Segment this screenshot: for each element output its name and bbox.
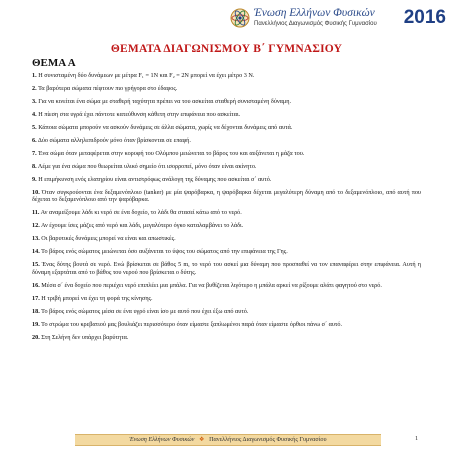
question-number: 12. — [32, 222, 40, 230]
question-item — [32, 295, 421, 303]
question-text: Τα βαρύτερα σώματα πέφτουν πιο γρήγορα στο έδαφος. — [38, 84, 178, 92]
question-number: 3. — [32, 97, 37, 105]
question-text: Το βάρος ενός σώματος μειώνεται όσο αυξάνεται το ύψος του σώματος από την επιφάνεια της Γης. — [41, 248, 288, 256]
question-text: Η πίεση στα υγρά έχει πάντοτε κατεύθυνση κάθετη στην επιφάνεια που ασκείται. — [38, 110, 241, 118]
question-item — [32, 111, 421, 119]
question-number: 20. — [32, 333, 40, 341]
question-number: 1. — [32, 72, 37, 79]
question-text: Για να κινείται ένα σώμα με σταθερή ταχύτητα πρέπει να του ασκείται σταθερή συνισταμένη δύναμη. — [38, 97, 292, 105]
question-item — [32, 150, 421, 158]
page-number: 1 — [415, 435, 419, 442]
question-text: Το στρώμα του κρεβατιού μας βουλιάζει περισσότερο όταν είμαστε ξαπλωμένοι παρά όταν είμαστε όρθιοι πάνω σ΄ αυτό. — [41, 320, 343, 328]
question-item — [32, 176, 421, 184]
question-number: 7. — [32, 149, 37, 157]
question-number: 2. — [32, 84, 37, 92]
page-footer — [75, 434, 381, 446]
question-text: Στη Σελήνη δεν υπάρχει βαρύτητα. — [41, 333, 129, 341]
question-number: 14. — [32, 248, 40, 256]
question-text: Η συνισταμένη δύο δυνάμεων με μέτρα F₁ = 1N και F₂ = 2N μπορεί να έχει μέτρο 3 N. — [38, 72, 255, 79]
question-item — [32, 334, 421, 342]
question-text: Κάποια σώματα μπορούν να ασκούν δυνάμεις σε άλλα σώματα, χωρίς να δέχονται δυνάμεις από αυτά. — [38, 123, 293, 131]
question-text: Ένας δύτης βουτά σε νερό. Ενώ βρίσκεται σε βάθος 5 m, το νερό του ασκεί μια δύναμη που προσπαθεί να τον επαναφέρει στην επιφάνεια. Αυτή η δύναμη εξαρτάται από το βάθος του νερού που βρίσκεται ο δύτης. — [32, 261, 422, 276]
question-item — [32, 72, 421, 80]
question-item — [32, 163, 421, 171]
question-text: Η επιμήκυνση ενός ελατηρίου είναι αντιστρόφως ανάλογη της δύναμης που ασκείται σ΄ αυτό. — [38, 175, 272, 183]
question-number: 5. — [32, 123, 37, 131]
question-number: 17. — [32, 294, 40, 302]
question-number: 9. — [32, 175, 37, 183]
question-number: 8. — [32, 162, 37, 170]
physics-union-logo-icon — [230, 8, 250, 28]
page-title: ΘΕΜΑΤΑ ΔΙΑΓΩΝΙΣΜΟΥ Β΄ ΓΥΜΝΑΣΙΟΥ — [110, 43, 343, 55]
question-number: 11. — [32, 209, 40, 217]
question-item — [32, 124, 421, 132]
question-number: 16. — [32, 281, 40, 289]
question-text: Όταν συγκρούονται ένα δεξαμενόπλοιο (tanker) με μία ψαρόβαρκα, η ψαρόβαρκα δέχεται μεγαλύτερη δύναμη από το δεξαμενόπλοιο, από αυτή που δέχεται το δεξαμενόπλοιο από την ψαρόβαρκα. — [32, 188, 421, 204]
question-item — [32, 137, 421, 145]
question-list — [32, 72, 421, 346]
question-number: 19. — [32, 320, 40, 328]
question-number: 18. — [32, 307, 40, 315]
section-heading: ΘΕΜΑ Α — [32, 57, 76, 69]
question-number: 4. — [32, 110, 37, 118]
question-text: Μέσα σ΄ ένα δοχείο που περιέχει νερό επιπλέει μια μπάλα. Για να βυθίζεται λιγότερο η μπάλα αρκεί να ρίξουμε αλάτι φαγητού στο νερό. — [41, 281, 382, 289]
footer-contest-name: Πανελλήνιος Διαγωνισμός Φυσικής Γυμνασίου — [209, 436, 327, 443]
question-text: Λέμε για ένα σώμα που θεωρείται υλικό σημείο ότι ισορροπεί, μόνο όταν είναι ακίνητο. — [37, 162, 257, 170]
organization-subtitle: Πανελλήνιος Διαγωνισμός Φυσικής Γυμνασίου — [254, 21, 377, 27]
question-item — [32, 222, 421, 230]
question-text: Ένα σώμα όταν μεταφέρεται στην κορυφή του Ολύμπου μειώνεται το βάρος του και αυξάνεται η μάζα του. — [38, 149, 305, 157]
footer-organization: Ένωση Ελλήνων Φυσικών — [129, 436, 195, 443]
question-number: 15. — [32, 261, 40, 269]
question-item — [32, 235, 421, 243]
question-number: 10. — [32, 188, 40, 196]
question-item — [32, 321, 421, 329]
question-item — [32, 308, 421, 316]
contest-year: 2016 — [403, 7, 446, 28]
question-item — [32, 282, 421, 290]
question-number: 6. — [32, 136, 37, 144]
question-item — [32, 209, 421, 217]
question-item — [32, 85, 421, 93]
document-header — [230, 7, 446, 35]
question-item — [32, 248, 421, 256]
question-text: Το βάρος ενός σώματος μέσα σε ένα υγρό είναι ίσο με αυτό που έχει έξω από αυτό. — [41, 307, 249, 315]
question-text: Η τριβή μπορεί να έχει τη φορά της κίνησης. — [41, 294, 153, 302]
diamond-separator-icon: ❖ — [198, 436, 205, 443]
question-text: Αν αναμείξουμε λάδι κι νερό σε ένα δοχείο, το λάδι θα στασεί κάτω από το νερό. — [40, 209, 242, 217]
question-text: Δύο σώματα αλληλεπιδρούν μόνο όταν βρίσκονται σε επαφή. — [37, 136, 191, 144]
question-number: 13. — [32, 235, 40, 243]
organization-name: Ένωση Ελλήνων Φυσικών — [254, 7, 375, 19]
question-text: Οι βαρυτικές δυνάμεις μπορεί να είναι και απωστικές. — [41, 235, 176, 243]
question-text: Αν έχουμε ίσες μάζες από νερό και λάδι, μεγαλύτερο όγκο καταλαμβάνει το λάδι. — [40, 222, 244, 230]
question-item — [32, 261, 421, 276]
question-item — [32, 98, 421, 106]
question-item — [32, 189, 421, 204]
